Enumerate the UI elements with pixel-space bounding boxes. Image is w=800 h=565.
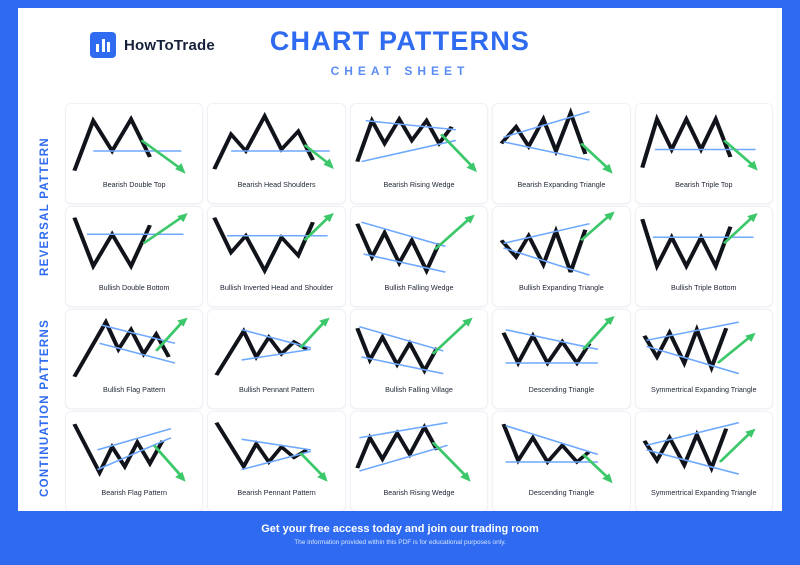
pattern-grid [66,104,772,511]
pattern-caption: Bullish Falling Wedge [384,282,454,292]
pattern-card[interactable] [493,310,629,409]
pattern-card[interactable] [208,412,344,511]
pattern-caption: Bullish Falling Village [385,385,453,395]
pattern-caption: Bullish Pennant Pattern [239,385,315,395]
pattern-card[interactable] [66,104,202,203]
page-title: CHART PATTERNS [269,26,531,56]
pattern-card[interactable] [351,412,487,511]
pattern-chart-triple-top [636,104,772,180]
pattern-chart-bear-flag [66,412,202,488]
pattern-chart-bear-pennant [208,412,344,488]
pattern-caption: Bullish Expanding Triangle [519,282,604,292]
pattern-chart-sym-expanding-2 [636,412,772,488]
pattern-chart-bull-flag [66,310,202,386]
pattern-chart-head-shoulders [208,104,344,180]
pattern-caption: Bullish Inverted Head and Shoulder [220,282,334,292]
pattern-caption: Bearish Head Shoulders [237,179,316,189]
pattern-caption: Bearish Rising Wedge [383,179,455,189]
pattern-caption: Bullish Triple Bottom [671,282,737,292]
pattern-caption: Bearish Flag Pattern [101,488,167,497]
page-subtitle: CHEAT SHEET [330,64,470,78]
pattern-chart-triple-bottom [636,207,772,283]
pattern-caption: Bullish Flag Pattern [103,385,166,395]
section-label-continuation: CONTINUATION PATTERNS [39,318,51,498]
pattern-chart-descending-triangle [493,310,629,386]
pattern-card[interactable] [208,104,344,203]
pattern-chart-double-top [66,104,202,180]
pattern-card[interactable] [66,412,202,511]
footer [18,511,782,557]
section-label-reversal: REVERSAL PATTERN [39,136,51,276]
pattern-card[interactable] [208,310,344,409]
pattern-caption: Symmertrical Expanding Triangle [651,488,757,497]
pattern-chart-bull-expanding-triangle [493,207,629,283]
pattern-caption: Bearish Double Top [102,179,166,189]
header [18,8,782,98]
pattern-caption: Bearish Expanding Triangle [517,179,606,189]
pattern-card[interactable] [493,104,629,203]
pattern-chart-inverse-head-shoulders [208,207,344,283]
title-block [18,26,782,78]
brand-name: HowToTrade [124,36,215,54]
pattern-chart-bull-pennant [208,310,344,386]
pattern-card[interactable] [66,310,202,409]
cheat-sheet [18,8,782,557]
pattern-caption: Symmertrical Expanding Triangle [651,385,757,395]
pattern-chart-rising-wedge [351,104,487,180]
pattern-chart-expanding-triangle [493,104,629,180]
pattern-chart-double-bottom [66,207,202,283]
pattern-card[interactable] [351,207,487,306]
pattern-caption: Bearish Triple Top [675,179,733,189]
footer-disclaimer: The information provided within this PDF is for educational purposes only. [294,538,506,546]
pattern-card[interactable] [636,310,772,409]
pattern-card[interactable] [351,310,487,409]
pattern-chart-falling-wedge-cont [351,310,487,386]
pattern-chart-falling-wedge [351,207,487,283]
pattern-chart-sym-expanding [636,310,772,386]
pattern-card[interactable] [636,207,772,306]
pattern-caption: Descending Triangle [528,385,595,395]
patterns-area [18,104,782,511]
pattern-chart-rising-wedge-cont [351,412,487,488]
pattern-card[interactable] [493,207,629,306]
pattern-caption: Descending Triangle [528,488,595,497]
pattern-card[interactable] [636,412,772,511]
pattern-card[interactable] [66,207,202,306]
pattern-card[interactable] [351,104,487,203]
footer-cta[interactable]: Get your free access today and join our trading room [261,522,539,535]
pattern-caption: Bearish Pennant Pattern [237,488,316,497]
pattern-caption: Bearish Rising Wedge [383,488,455,497]
pattern-card[interactable] [636,104,772,203]
pattern-chart-descending-triangle-2 [493,412,629,488]
pattern-card[interactable] [493,412,629,511]
pattern-card[interactable] [208,207,344,306]
pattern-caption: Bullish Double Bottom [98,282,170,292]
